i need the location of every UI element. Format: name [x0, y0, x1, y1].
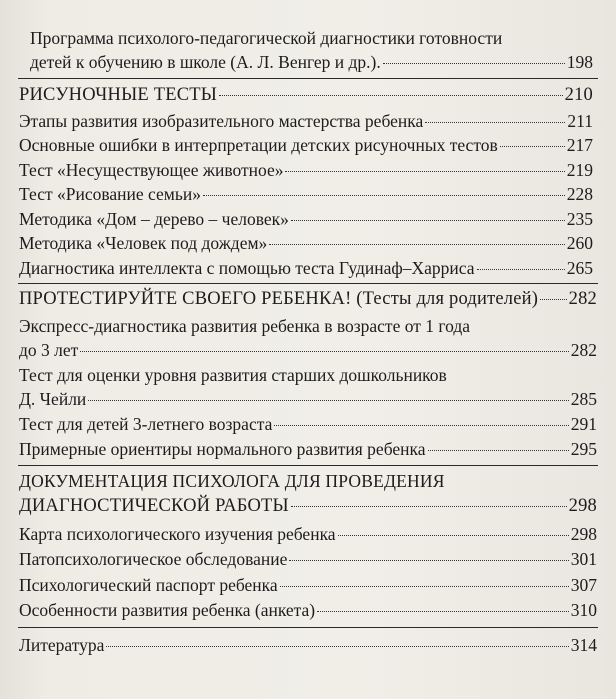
dot-leader	[106, 646, 568, 647]
toc-page-number: 307	[570, 575, 597, 595]
toc-page-number: 265	[566, 258, 593, 278]
toc-entry-line1: Экспресс-диагностика развития ребенка в возрасте от 1 года	[19, 316, 471, 336]
toc-section-title-line1: ДОКУМЕНТАЦИЯ ПСИХОЛОГА ДЛЯ ПРОВЕДЕНИЯ	[19, 471, 445, 491]
toc-entry	[19, 159, 593, 181]
toc-page-number: 301	[570, 549, 597, 569]
toc-entry	[19, 232, 593, 254]
toc-entry-title: Психологический паспорт ребенка	[19, 575, 278, 595]
toc-entry-literature	[19, 634, 597, 656]
dot-leader	[500, 146, 565, 147]
toc-entry	[19, 208, 593, 230]
toc-entry	[19, 548, 597, 570]
dot-leader	[285, 171, 564, 172]
toc-page-number: 310	[570, 600, 597, 620]
toc-entry-title: Основные ошибки в интерпретации детских рисуночных тестов	[19, 135, 498, 155]
toc-entry-title: Тест «Рисование семьи»	[19, 184, 201, 204]
dot-leader	[317, 611, 569, 612]
dot-leader	[383, 63, 565, 64]
toc-page-number: 295	[570, 439, 597, 459]
dot-leader	[425, 122, 565, 123]
toc-entry-title: Литература	[19, 635, 105, 655]
toc-page-number: 298	[568, 496, 597, 516]
toc-entry	[19, 599, 597, 621]
toc-entry-intro-line1: Программа психолого-педагогической диагностики готовности	[30, 28, 503, 48]
dot-leader	[80, 351, 568, 352]
toc-page-number: 260	[566, 233, 593, 253]
toc-page-number: 285	[570, 389, 597, 409]
toc-page-number: 291	[570, 414, 597, 434]
toc-section-title: РИСУНОЧНЫЕ ТЕСТЫ	[19, 85, 218, 105]
toc-entry	[19, 574, 597, 596]
dot-leader	[203, 195, 565, 196]
toc-entry-title: Диагностика интеллекта с помощью теста Гудинаф–Харриса	[19, 258, 475, 278]
dot-leader	[291, 220, 565, 221]
toc-page-number: 298	[570, 524, 597, 544]
dot-leader	[428, 450, 569, 451]
toc-page-number: 228	[566, 184, 593, 204]
section-divider	[18, 78, 598, 79]
toc-entry-title: Особенности развития ребенка (анкета)	[19, 600, 316, 620]
dot-leader	[280, 586, 569, 587]
toc-entry-title: Тест «Несуществующее животное»	[19, 160, 284, 180]
toc-section-title: ДИАГНОСТИЧЕСКОЙ РАБОТЫ	[19, 496, 289, 516]
toc-entry-title: Методика «Дом – дерево – человек»	[19, 209, 289, 229]
toc-entry	[19, 438, 597, 460]
toc-entry-title: Патопсихологическое обследование	[19, 549, 288, 569]
toc-entry	[19, 523, 597, 545]
dot-leader	[477, 269, 565, 270]
toc-section-psychologist-documentation	[19, 495, 597, 517]
toc-entry-title: Карта психологического изучения ребенка	[19, 524, 336, 544]
section-divider	[18, 465, 598, 466]
section-divider	[18, 627, 598, 628]
toc-entry	[19, 183, 593, 205]
toc-entry-title: Д. Чейли	[19, 389, 87, 409]
dot-leader	[540, 299, 567, 300]
toc-page-number: 210	[564, 85, 593, 105]
toc-page-number: 282	[570, 340, 597, 360]
section-divider	[18, 283, 598, 284]
toc-section-test-your-child	[19, 288, 597, 310]
toc-entry-title: Этапы развития изобразительного мастерства ребенка	[19, 111, 424, 131]
toc-entry-intro	[30, 51, 593, 73]
toc-section-title: ПРОТЕСТИРУЙТЕ СВОЕГО РЕБЕНКА! (Тесты для родителей)	[19, 289, 539, 309]
toc-entry	[19, 339, 597, 361]
toc-entry-title: Примерные ориентиры нормального развития ребенка	[19, 439, 426, 459]
toc-entry	[19, 388, 597, 410]
dot-leader	[338, 535, 569, 536]
toc-page-number: 314	[570, 635, 597, 655]
dot-leader	[274, 425, 568, 426]
dot-leader	[291, 506, 567, 507]
toc-entry	[19, 257, 593, 279]
toc-entry-title: Методика «Человек под дождем»	[19, 233, 268, 253]
toc-entry-title: до 3 лет	[19, 340, 79, 360]
toc-page-number: 211	[567, 111, 593, 131]
dot-leader	[269, 244, 564, 245]
toc-entry-line1: Тест для оценки уровня развития старших дошкольников	[19, 365, 447, 385]
toc-entry-title: Тест для детей 3-летнего возраста	[19, 414, 273, 434]
toc-page-number: 219	[566, 160, 593, 180]
toc-page-number: 282	[568, 289, 597, 309]
toc-page-number: 198	[566, 52, 593, 72]
dot-leader	[219, 95, 563, 96]
toc-page-number: 235	[566, 209, 593, 229]
toc-entry-title: детей к обучению в школе (А. Л. Венгер и др.).	[30, 52, 381, 72]
toc-section-drawing-tests	[19, 84, 593, 106]
dot-leader	[88, 400, 568, 401]
toc-entry	[19, 134, 593, 156]
toc-entry	[19, 413, 597, 435]
toc-page-number: 217	[566, 135, 593, 155]
dot-leader	[289, 560, 568, 561]
toc-entry	[19, 110, 593, 132]
